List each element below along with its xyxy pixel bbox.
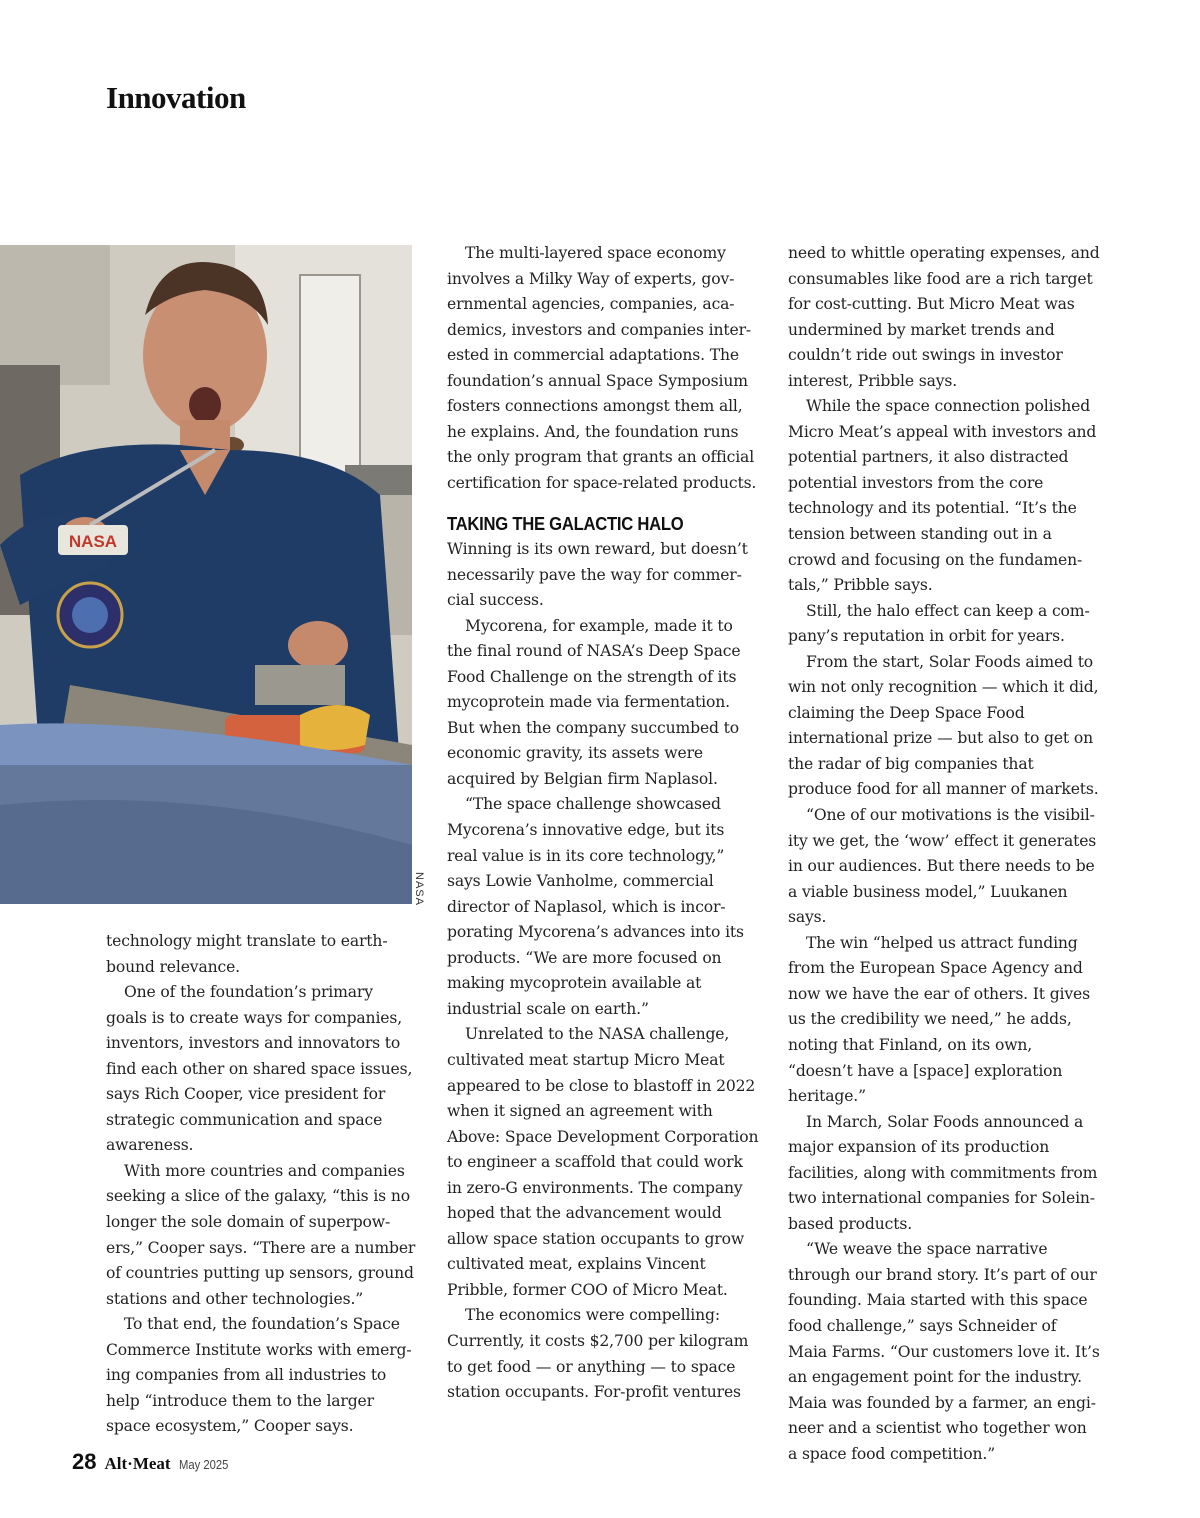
column-3 (788, 241, 1100, 1467)
paragraph: “The space challenge showcased Mycorena’s innovative edge, but its real value is in its core technology,” says Lowie Vanholme, commercial director of Naplasol, which is incorporating Mycorena’s advances into its products. “We are more focused on making mycoprotein available at industrial scale on earth.” (447, 795, 744, 1018)
paragraph: Still, the halo effect can keep a company’s reputation in orbit for years. (788, 601, 1090, 646)
column-1 (106, 929, 418, 1440)
paragraph: The economics were compelling: Currently, it costs $2,700 per kilogram to get food — or anything — to space station occupants. For-profit ventures (447, 1306, 749, 1402)
paragraph: In March, Solar Foods announced a major expansion of its production facilities, along with commitments from two international companies for Solein-based products. (788, 1112, 1098, 1233)
column-2 (447, 241, 759, 1406)
subhead: TAKING THE GALACTIC HALO (447, 513, 684, 535)
paragraph: With more countries and companies seeking a slice of the galaxy, “this is no longer the sole domain of superpowers,” Cooper says. “There are a number of countries putting up sensors, ground stations and other technologies.” (106, 1161, 416, 1308)
paragraph: Winning is its own reward, but doesn’t necessarily pave the way for commercial success. (447, 540, 748, 610)
paragraph: need to whittle operating expenses, and consumables like food are a rich target for cost-cutting. But Micro Meat was undermined by market trends and couldn’t ride out swings in investor interest, Pribble says. (788, 244, 1100, 390)
paragraph: “We weave the space narrative through our brand story. It’s part of our founding. Maia started with this space food challenge,” says Schneider of Maia Farms. “Our customers love it. It’s an engagement point for the industry. Maia was founded by a farmer, an engineer and a scientist who together won a space food competition.” (788, 1240, 1100, 1463)
paragraph: While the space connection polished Micro Meat’s appeal with investors and potential partners, it also distracted potential investors from the core technology and its potential. “It’s the tension between standing out in a crowd and focusing on the fundamentals,” Pribble says. (788, 397, 1097, 595)
paragraph: The multi-layered space economy involves a Milky Way of experts, governmental agencies, companies, academics, investors and companies interested in commercial adaptations. The foundation’s annual Space Symposium fosters connections amongst them all, he explains. And, the foundation runs the only program that grants an official certification for space-related products. (447, 244, 757, 492)
paragraph: Unrelated to the NASA challenge, cultivated meat startup Micro Meat appeared to be close to blastoff in 2022 when it signed an agreement with Above: Space Development Corporation to engineer a scaffold that could work in zero-G environments. The company hoped that the advancement would allow space station occupants to grow cultivated meat, explains Vincent Pribble, former COO of Micro Meat. (447, 1025, 759, 1299)
nasa-patch-text: NASA (68, 532, 118, 551)
astronaut-photo-illustration (0, 245, 412, 904)
issue-date: May 2025 (178, 1458, 228, 1472)
photo-credit: NASA (413, 872, 425, 906)
paragraph: “One of our motivations is the visibility we get, the ‘wow’ effect it generates in our audiences. But there needs to be a viable business model,” Luukanen says. (788, 806, 1097, 927)
section-title: Innovation (106, 80, 246, 115)
paragraph: From the start, Solar Foods aimed to win not only recognition — which it did, claiming the Deep Space Food international prize — but also to get on the radar of big companies that produce food for all manner of markets. (788, 652, 1099, 799)
paragraph: The win “helped us attract funding from the European Space Agency and now we have the ear of others. It gives us the credibility we need,” he adds, noting that Finland, on its own, “doesn’t have a [space] exploration heritage.” (788, 933, 1090, 1106)
magazine-logo: Alt·Meat (104, 1454, 171, 1473)
page-footer (72, 1449, 233, 1475)
page-number: 28 (72, 1449, 97, 1474)
astronaut-photo (0, 245, 412, 904)
paragraph: technology might translate to earthbound relevance. (106, 932, 388, 976)
paragraph: Mycorena, for example, made it to the final round of NASA’s Deep Space Food Challenge on the strength of its mycoprotein made via fermentation. But when the company succumbed to economic gravity, its assets were acquired by Belgian firm Naplasol. (447, 616, 741, 788)
paragraph: One of the foundation’s primary goals is to create ways for companies, inventors, investors and innovators to find each other on shared space issues, says Rich Cooper, vice president for strategic communication and space awareness. (106, 983, 413, 1155)
paragraph: To that end, the foundation’s Space Commerce Institute works with emerging companies from all industries to help “introduce them to the larger space ecosystem,” Cooper says. (106, 1315, 412, 1436)
